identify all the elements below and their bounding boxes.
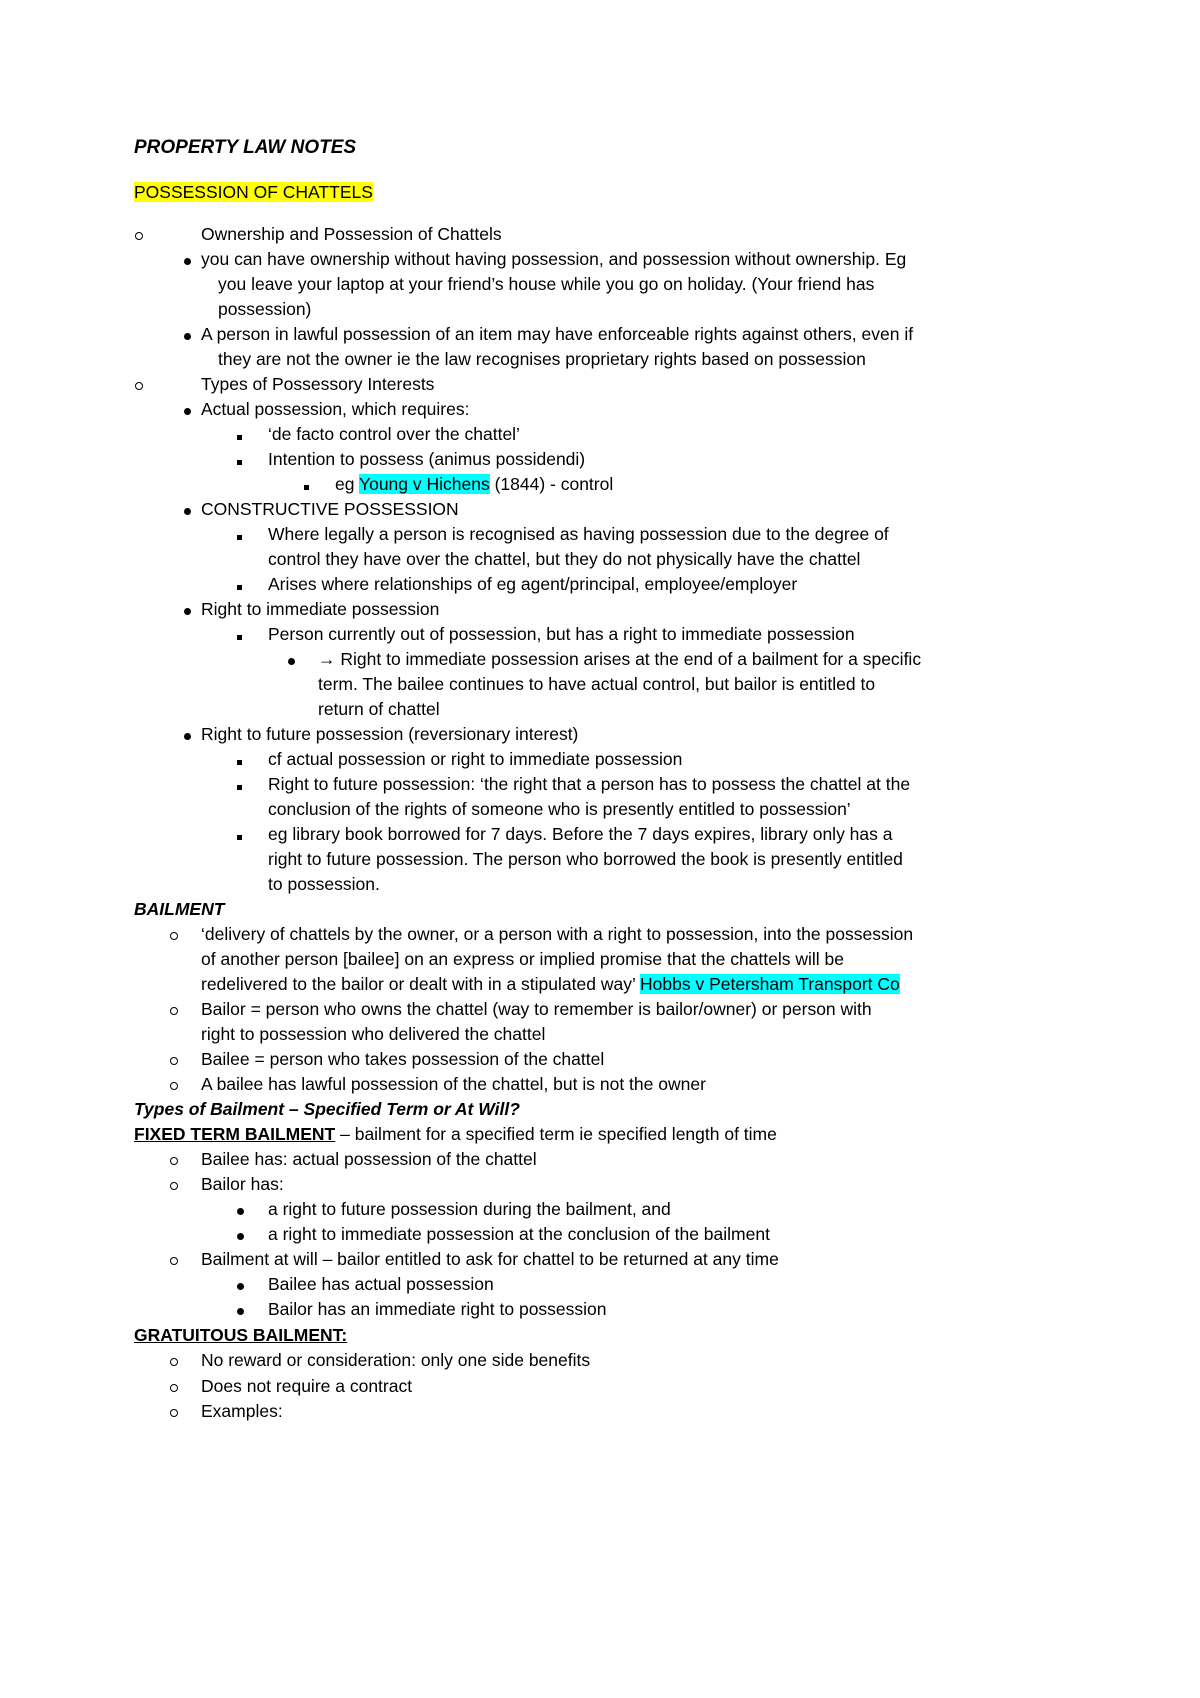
list-item: Bailee has actual possession [268, 1274, 494, 1294]
circle-bullet-icon [170, 1248, 178, 1270]
case-name-highlight: Young v Hichens [359, 474, 490, 494]
circle-bullet-icon [170, 998, 178, 1020]
list-item: Intention to possess (animus possidendi) [268, 449, 586, 469]
list-item-continued: you leave your laptop at your friend’s house while you go on holiday. (Your friend has [218, 274, 875, 294]
circle-bullet-icon [170, 1073, 178, 1095]
gratuitous-heading: GRATUITOUS BAILMENT: [134, 1325, 348, 1345]
list-item: Ownership and Possession of Chattels [201, 224, 502, 244]
text-run: eg [335, 474, 360, 494]
fixed-term-line [134, 1123, 777, 1145]
list-item: Right to immediate possession [201, 599, 440, 619]
list-item: → Right to immediate possession arises at the end of a bailment for a specific [318, 649, 922, 669]
list-item-continued: right to possession who delivered the chattel [201, 1024, 546, 1044]
list-item: No reward or consideration: only one side benefits [201, 1350, 591, 1370]
list-item: Bailor has: [201, 1174, 284, 1194]
square-bullet-icon [237, 823, 242, 845]
dot-bullet-icon [237, 1198, 244, 1220]
square-bullet-icon [237, 773, 242, 795]
dot-bullet-icon [288, 648, 295, 670]
list-item-continued: conclusion of the rights of someone who is presently entitled to possession’ [268, 799, 851, 819]
page-title: PROPERTY LAW NOTES [134, 137, 357, 158]
section-heading-bailment: BAILMENT [134, 899, 225, 919]
subheading-types-of-bailment: Types of Bailment – Specified Term or At Will? [134, 1099, 520, 1119]
list-item: you can have ownership without having possession, and possession without ownership. Eg [201, 249, 907, 269]
circle-bullet-icon [170, 1400, 178, 1422]
list-item: Right to future possession: ‘the right that a person has to possess the chattel at the [268, 774, 911, 794]
circle-bullet-icon [170, 1148, 178, 1170]
list-item: A person in lawful possession of an item may have enforceable rights against others, even if [201, 324, 914, 344]
circle-bullet-icon [170, 1375, 178, 1397]
text-run: redelivered to the bailor or dealt with in a stipulated way’ [201, 974, 641, 994]
case-name-highlight: Hobbs v Petersham Transport Co [640, 974, 900, 994]
dot-bullet-icon [237, 1273, 244, 1295]
list-item: CONSTRUCTIVE POSSESSION [201, 499, 459, 519]
list-item: eg library book borrowed for 7 days. Before the 7 days expires, library only has a [268, 824, 893, 844]
square-bullet-icon [237, 423, 242, 445]
list-item-continued: control they have over the chattel, but they do not physically have the chattel [268, 549, 861, 569]
list-item: Bailor = person who owns the chattel (way to remember is bailor/owner) or person with [201, 999, 872, 1019]
text-run: – bailment for a specified term ie specified length of time [335, 1124, 777, 1144]
list-item-case [201, 973, 900, 995]
square-bullet-icon [237, 448, 242, 470]
list-item-continued: right to future possession. The person who borrowed the book is presently entitled [268, 849, 903, 869]
square-bullet-icon [304, 473, 309, 495]
list-item: Bailor has an immediate right to possession [268, 1299, 607, 1319]
list-item: Arises where relationships of eg agent/principal, employee/employer [268, 574, 798, 594]
list-item-continued: possession) [218, 299, 312, 319]
square-bullet-icon [237, 523, 242, 545]
circle-bullet-icon [170, 923, 178, 945]
list-item: Types of Possessory Interests [201, 374, 435, 394]
section-heading-possession [134, 181, 373, 203]
list-item: a right to future possession during the bailment, and [268, 1199, 671, 1219]
text-run: (1844) - control [489, 474, 614, 494]
list-item: ‘delivery of chattels by the owner, or a person with a right to possession, into the possession [201, 924, 914, 944]
dot-bullet-icon [184, 498, 191, 520]
list-item: Examples: [201, 1401, 283, 1421]
list-item-continued: to possession. [268, 874, 380, 894]
list-item-continued: return of chattel [318, 699, 440, 719]
dot-bullet-icon [184, 598, 191, 620]
list-item: Does not require a contract [201, 1376, 413, 1396]
circle-bullet-icon [135, 373, 143, 395]
list-item: Right to future possession (reversionary interest) [201, 724, 579, 744]
list-item: Bailee = person who takes possession of the chattel [201, 1049, 605, 1069]
list-item: ‘de facto control over the chattel’ [268, 424, 520, 444]
dot-bullet-icon [184, 323, 191, 345]
square-bullet-icon [237, 573, 242, 595]
square-bullet-icon [237, 623, 242, 645]
list-item: cf actual possession or right to immediate possession [268, 749, 683, 769]
dot-bullet-icon [184, 723, 191, 745]
list-item-continued: term. The bailee continues to have actual control, but bailor is entitled to [318, 674, 876, 694]
list-item: Bailment at will – bailor entitled to ask for chattel to be returned at any time [201, 1249, 779, 1269]
list-item: Actual possession, which requires: [201, 399, 470, 419]
list-item: A bailee has lawful possession of the chattel, but is not the owner [201, 1074, 706, 1094]
dot-bullet-icon [184, 248, 191, 270]
dot-bullet-icon [237, 1223, 244, 1245]
dot-bullet-icon [237, 1298, 244, 1320]
circle-bullet-icon [135, 223, 143, 245]
list-item-continued: they are not the owner ie the law recognises proprietary rights based on possession [218, 349, 866, 369]
fixed-term-label: FIXED TERM BAILMENT [134, 1124, 336, 1144]
circle-bullet-icon [170, 1048, 178, 1070]
dot-bullet-icon [184, 398, 191, 420]
circle-bullet-icon [170, 1173, 178, 1195]
highlighted-heading: POSSESSION OF CHATTELS [134, 182, 373, 202]
square-bullet-icon [237, 748, 242, 770]
list-item: a right to immediate possession at the conclusion of the bailment [268, 1224, 770, 1244]
circle-bullet-icon [170, 1349, 178, 1371]
list-item: Person currently out of possession, but has a right to immediate possession [268, 624, 855, 644]
list-item: Where legally a person is recognised as having possession due to the degree of [268, 524, 889, 544]
list-item: Bailee has: actual possession of the chattel [201, 1149, 537, 1169]
list-item-case [335, 473, 613, 495]
list-item-continued: of another person [bailee] on an express or implied promise that the chattels will be [201, 949, 844, 969]
